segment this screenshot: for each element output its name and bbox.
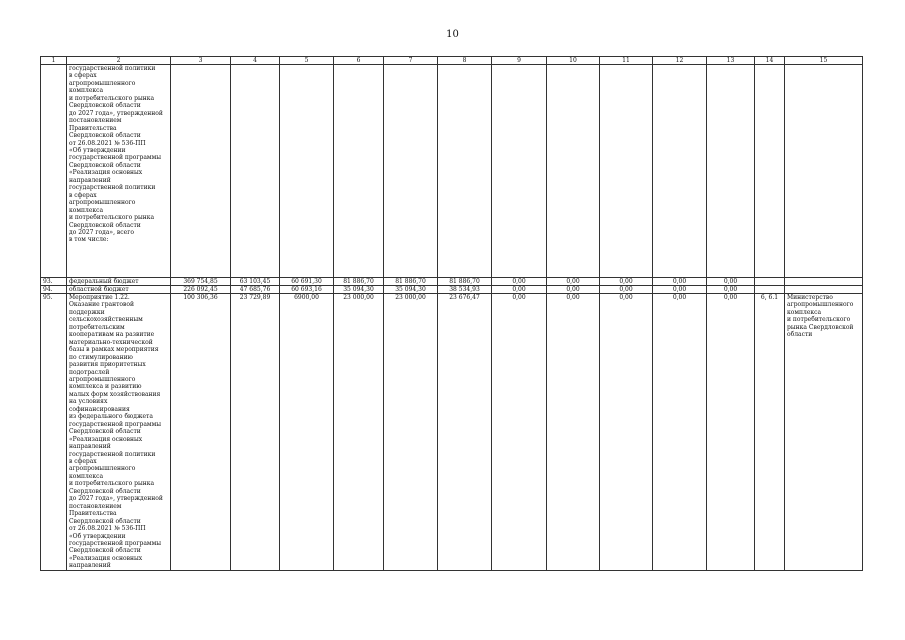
table-row (41, 286, 863, 294)
amount-cell: 0,00 (492, 294, 547, 571)
column-number: 14 (755, 57, 785, 65)
amount-cell: 0,00 (492, 286, 547, 294)
amount-cell: 6900,00 (280, 294, 334, 571)
amount-cell: 81 886,70 (384, 278, 438, 286)
row-number (41, 65, 67, 278)
table-row (41, 278, 863, 286)
amount-cell: 35 094,30 (384, 286, 438, 294)
executor-cell (785, 286, 863, 294)
amount-cell: 0,00 (653, 294, 707, 571)
row-description: областной бюджет (67, 286, 171, 294)
table-row (41, 294, 863, 571)
amount-cell: 0,00 (707, 294, 755, 571)
target-indicator: 6, 6.1 (755, 294, 785, 571)
amount-cell: 47 685,76 (231, 286, 280, 294)
column-number: 1 (41, 57, 67, 65)
amount-cell: 0,00 (707, 278, 755, 286)
target-indicator (755, 278, 785, 286)
target-indicator (755, 286, 785, 294)
executor-cell: Министерство агропромышленного комплекса и потребительского рынка Свердловской области (785, 294, 863, 571)
row-description: Мероприятие 1.22. Оказание грантовой поддержки сельскохозяйственным потребительским кооперативам на развитие материально-технической базы в рамках мероприятия по стимулированию развития приоритетных подотраслей агропромышленного комплекса и развитию малых форм хозяйствования на условиях софинансирования из федерального бюджета государственной программы Свердловской области «Реализация основных направлений государственной политики в сферах агропромышленного комплекса и потребительского рынка Свердловской области до 2027 года», утвержденной постановлением Правительства Свердловской области от 26.08.2021 № 536-ПП «Об утверждении государственной программы Свердловской области «Реализация основных направлений (67, 294, 171, 571)
amount-cell: 35 094,30 (334, 286, 384, 294)
amount-cell: 0,00 (600, 294, 653, 571)
amount-cell: 0,00 (653, 278, 707, 286)
column-number: 6 (334, 57, 384, 65)
page-number: 10 (446, 29, 459, 40)
amount-cell: 81 886,70 (334, 278, 384, 286)
row-description: государственной политики в сферах агропромышленного комплекса и потребительского рынка Свердловской области до 2027 года», утвержденной постановлением Правительства Свердловской области от 26.08.2021 № 536-ПП «Об утверждении государственной программы Свердловской области «Реализация основных направлений государственной политики в сферах агропромышленного комплекса и потребительского рынка Свердловской области до 2027 года», всего в том числе: (67, 65, 171, 278)
row-description: федеральный бюджет (67, 278, 171, 286)
amount-cell: 38 534,93 (438, 286, 492, 294)
amount-cell: 23 000,00 (334, 294, 384, 571)
column-number: 5 (280, 57, 334, 65)
row-number: 95. (41, 294, 67, 571)
amount-cell: 0,00 (547, 278, 600, 286)
table-row (41, 65, 863, 278)
row-number: 93. (41, 278, 67, 286)
amount-cell: 0,00 (492, 278, 547, 286)
column-number: 7 (384, 57, 438, 65)
column-number: 2 (67, 57, 171, 65)
column-number: 10 (547, 57, 600, 65)
column-number: 4 (231, 57, 280, 65)
column-number: 15 (785, 57, 863, 65)
amount-cell: 23 676,47 (438, 294, 492, 571)
column-number-row (41, 57, 863, 65)
amount-cell: 23 729,89 (231, 294, 280, 571)
amount-cell: 81 886,70 (438, 278, 492, 286)
amount-cell: 60 693,16 (280, 286, 334, 294)
column-number: 12 (653, 57, 707, 65)
column-number: 11 (600, 57, 653, 65)
budget-table (40, 56, 863, 571)
amount-cell: 100 306,36 (171, 294, 231, 571)
amount-cell: 60 691,30 (280, 278, 334, 286)
amount-cell: 0,00 (547, 286, 600, 294)
row-number: 94. (41, 286, 67, 294)
column-number: 9 (492, 57, 547, 65)
amount-cell: 0,00 (707, 286, 755, 294)
amount-cell: 369 754,85 (171, 278, 231, 286)
executor-cell (785, 278, 863, 286)
amount-cell: 0,00 (653, 286, 707, 294)
column-number: 8 (438, 57, 492, 65)
column-number: 13 (707, 57, 755, 65)
amount-cell: 0,00 (547, 294, 600, 571)
amount-cell: 23 000,00 (384, 294, 438, 571)
amount-cell: 0,00 (600, 286, 653, 294)
column-number: 3 (171, 57, 231, 65)
amount-cell: 226 092,45 (171, 286, 231, 294)
amount-cell: 0,00 (600, 278, 653, 286)
amount-cell: 63 103,45 (231, 278, 280, 286)
